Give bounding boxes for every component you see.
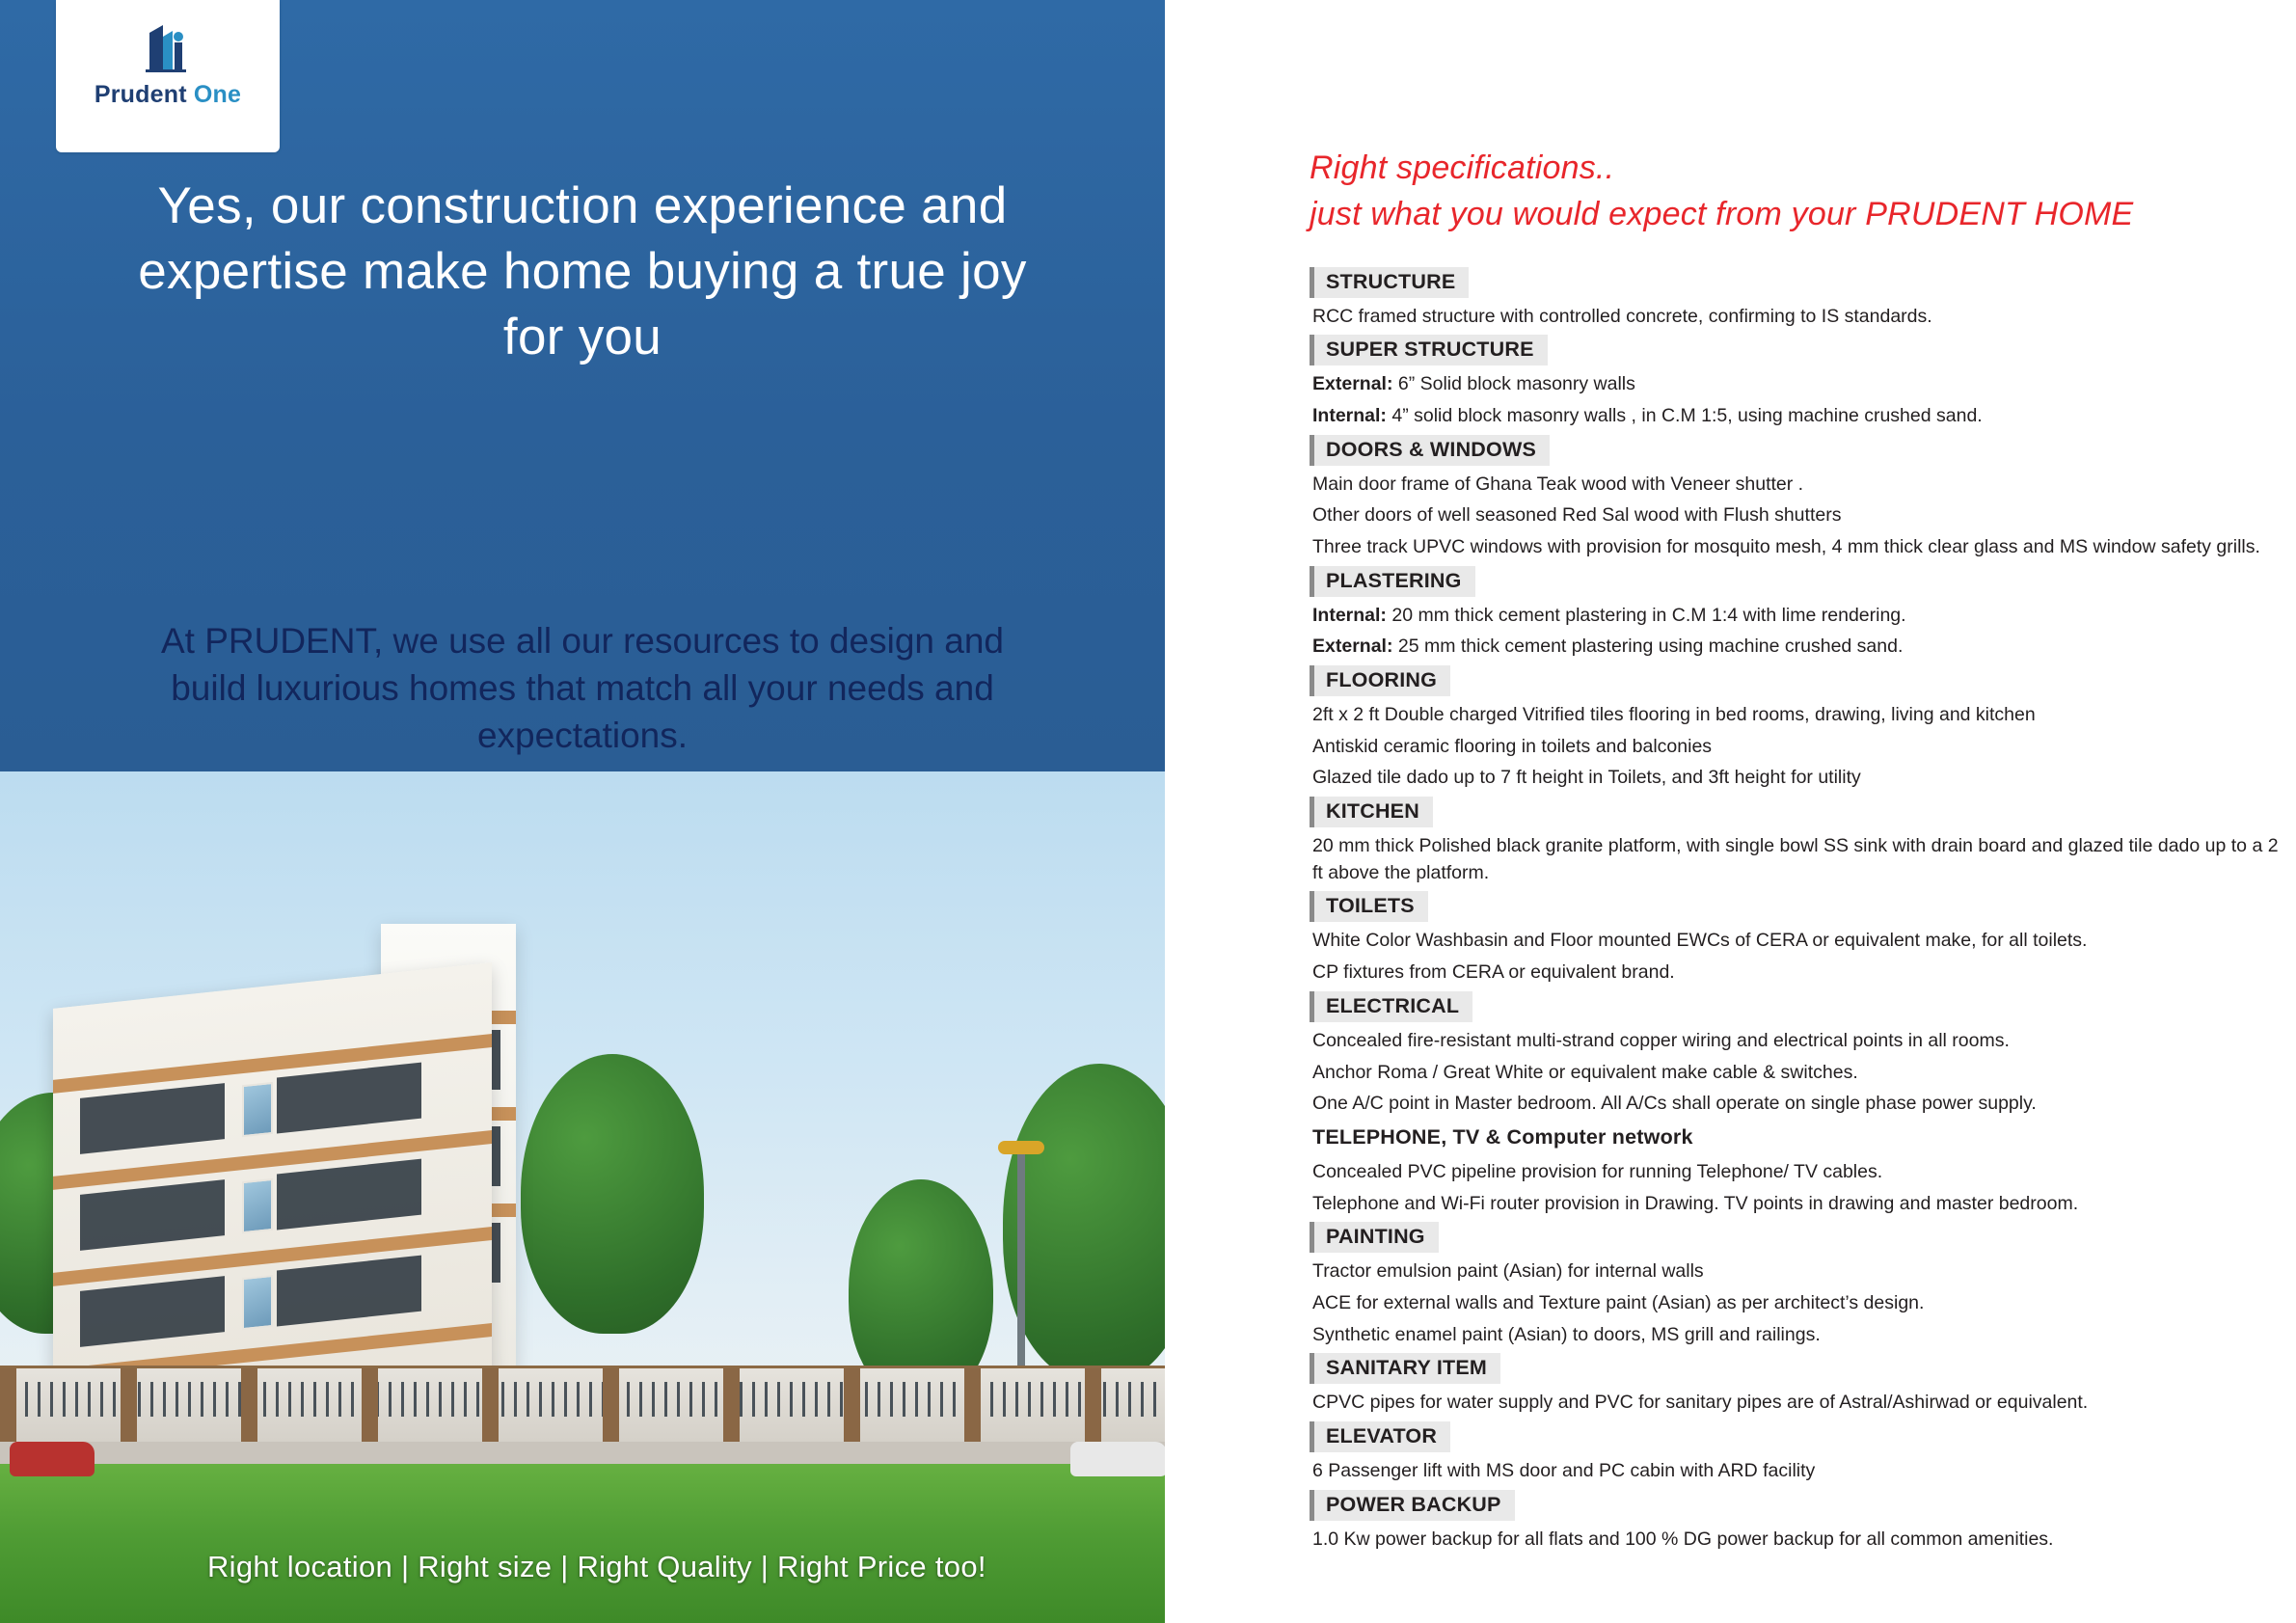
specifications-panel <box>1165 0 2296 1623</box>
spec-line <box>1310 1060 2286 1087</box>
spec-line <box>1310 502 2286 529</box>
spec-line <box>1310 960 2286 987</box>
spec-section-heading: PLASTERING <box>1310 566 1475 597</box>
spec-section-heading: FLOORING <box>1310 665 1450 696</box>
spec-line-text: Antiskid ceramic flooring in toilets and balconies <box>1312 735 1713 757</box>
spec-line <box>1310 928 2286 955</box>
spec-line-text: 1.0 Kw power backup for all flats and 100 % DG power backup for all common amenities. <box>1312 1528 2054 1550</box>
hero-subline: At PRUDENT, we use all our resources to design and build luxurious homes that match all your needs and expectations. <box>160 621 1005 756</box>
spec-section-heading: TELEPHONE, TV & Computer network <box>1312 1124 1693 1149</box>
spec-line <box>1310 534 2286 561</box>
spec-section <box>1310 1490 2296 1554</box>
spec-line <box>1310 403 2286 430</box>
spec-line-label: External: <box>1312 636 1393 658</box>
spec-section-heading: SUPER STRUCTURE <box>1310 335 1548 365</box>
spec-line-text: Synthetic enamel paint (Asian) to doors, MS grill and railings. <box>1312 1323 1821 1345</box>
spec-section-heading: KITCHEN <box>1310 797 1433 827</box>
spec-line <box>1310 1159 2286 1186</box>
spec-line-text: ACE for external walls and Texture paint (Asian) as per architect’s design. <box>1312 1291 1925 1313</box>
spec-line <box>1310 472 2286 499</box>
spec-line-text: Main door frame of Ghana Teak wood with Veneer shutter . <box>1312 473 1804 495</box>
spec-line-text: Concealed PVC pipeline provision for running Telephone/ TV cables. <box>1312 1160 1883 1182</box>
car <box>1070 1442 1165 1476</box>
spec-section-heading: POWER BACKUP <box>1310 1490 1515 1521</box>
spec-line-text: 6” Solid block masonry walls <box>1392 373 1635 395</box>
logo-inner <box>56 17 280 109</box>
spec-line <box>1310 833 2286 886</box>
spec-section-heading: TOILETS <box>1310 891 1428 922</box>
spec-section-heading: DOORS & WINDOWS <box>1310 435 1550 466</box>
spec-section <box>1310 1353 2296 1417</box>
spec-section-list <box>1310 267 2296 1554</box>
spec-section-heading: PAINTING <box>1310 1222 1439 1253</box>
spec-line-text: One A/C point in Master bedroom. All A/Cs shall operate on single phase power supply. <box>1312 1093 2037 1115</box>
spec-line-text: 4” solid block masonry walls , in C.M 1:5, using machine crushed sand. <box>1386 404 1983 426</box>
spec-line-text: Concealed fire-resistant multi-strand copper wiring and electrical points in all rooms. <box>1312 1029 2010 1051</box>
spec-line-text: Three track UPVC windows with provision for mosquito mesh, 4 mm thick clear glass and MS window safety grills. <box>1312 535 2260 557</box>
spec-line-label: Internal: <box>1312 604 1387 626</box>
building-logo-icon <box>138 17 198 77</box>
spec-section <box>1310 797 2296 886</box>
spec-line-text: 20 mm thick cement plastering in C.M 1:4 with lime rendering. <box>1386 604 1906 626</box>
spec-line-text: 20 mm thick Polished black granite platform, with single bowl SS sink with drain board and glazed tile dado up to a 2 ft above the platform. <box>1312 835 2279 883</box>
spec-line <box>1310 1258 2286 1285</box>
spec-section-heading: ELEVATOR <box>1310 1421 1450 1452</box>
spec-line <box>1310 1191 2286 1218</box>
spec-line <box>1310 371 2286 398</box>
hero-headline: Yes, our construction experience and expertise make home buying a true joy for you <box>138 177 1027 365</box>
spec-line <box>1310 1390 2286 1417</box>
spec-title <box>1310 145 2296 238</box>
spec-line <box>1310 1290 2286 1317</box>
spec-line-text: 2ft x 2 ft Double charged Vitrified tiles flooring in bed rooms, drawing, living and kitchen <box>1312 704 2036 726</box>
spec-section <box>1310 1123 2296 1217</box>
spec-section-heading: STRUCTURE <box>1310 267 1469 298</box>
spec-section <box>1310 335 2296 429</box>
spec-line-text: Glazed tile dado up to 7 ft height in Toilets, and 3ft height for utility <box>1312 767 1861 789</box>
spec-line <box>1310 304 2286 331</box>
car <box>10 1442 95 1476</box>
tree <box>521 1054 704 1334</box>
spec-section <box>1310 891 2296 986</box>
spec-line-text: Other doors of well seasoned Red Sal wood with Flush shutters <box>1312 504 1842 527</box>
spec-line <box>1310 634 2286 661</box>
tagline: Right location | Right size | Right Quality | Right Price too! <box>207 1550 986 1583</box>
spec-section <box>1310 1222 2296 1348</box>
spec-line-text: Telephone and Wi-Fi router provision in Drawing. TV points in drawing and master bedroom. <box>1312 1192 2079 1214</box>
spec-section-heading: ELECTRICAL <box>1310 991 1472 1022</box>
spec-line-text: 25 mm thick cement plastering using machine crushed sand. <box>1392 636 1904 658</box>
spec-section <box>1310 1421 2296 1485</box>
spec-line <box>1310 1458 2286 1485</box>
spec-line-text: CPVC pipes for water supply and PVC for sanitary pipes are of Astral/Ashirwad or equivalent. <box>1312 1392 2089 1414</box>
spec-line-text: CP fixtures from CERA or equivalent brand. <box>1312 961 1675 984</box>
compound-wall-piers <box>0 1368 1165 1444</box>
spec-line <box>1310 702 2286 729</box>
spec-line-label: External: <box>1312 373 1393 395</box>
street-lamp-head <box>998 1141 1044 1154</box>
spec-line-label: Internal: <box>1312 404 1387 426</box>
spec-line <box>1310 765 2286 792</box>
spec-line <box>1310 1028 2286 1055</box>
spec-line <box>1310 1527 2286 1554</box>
building-main-block <box>53 962 492 1423</box>
spec-line-text: White Color Washbasin and Floor mounted EWCs of CERA or equivalent make, for all toilets. <box>1312 930 2088 952</box>
logo-card <box>56 0 280 152</box>
spec-section <box>1310 566 2296 661</box>
logo-word-prudent: Prudent <box>94 81 187 108</box>
spec-line-text: RCC framed structure with controlled concrete, confirming to IS standards. <box>1312 305 1932 327</box>
spec-section <box>1310 267 2296 331</box>
spec-section-heading: SANITARY ITEM <box>1310 1353 1500 1384</box>
logo-word-one: One <box>193 81 242 108</box>
spec-line-text: Tractor emulsion paint (Asian) for internal walls <box>1312 1260 1704 1283</box>
spec-section <box>1310 435 2296 561</box>
spec-line <box>1310 1091 2286 1118</box>
spec-line <box>1310 603 2286 630</box>
spec-title-line2: just what you would expect from your PRUDENT HOME <box>1310 196 2134 233</box>
logo-wordmark <box>56 81 280 109</box>
spec-title-line1: Right specifications.. <box>1310 149 1615 186</box>
spec-line <box>1310 1322 2286 1349</box>
building-render-image <box>0 771 1165 1623</box>
lawn <box>0 1464 1165 1623</box>
spec-section <box>1310 665 2296 792</box>
spec-line-text: Anchor Roma / Great White or equivalent make cable & switches. <box>1312 1061 1858 1083</box>
spec-line-text: 6 Passenger lift with MS door and PC cabin with ARD facility <box>1312 1460 1816 1482</box>
spec-section <box>1310 991 2296 1118</box>
spec-line <box>1310 734 2286 761</box>
